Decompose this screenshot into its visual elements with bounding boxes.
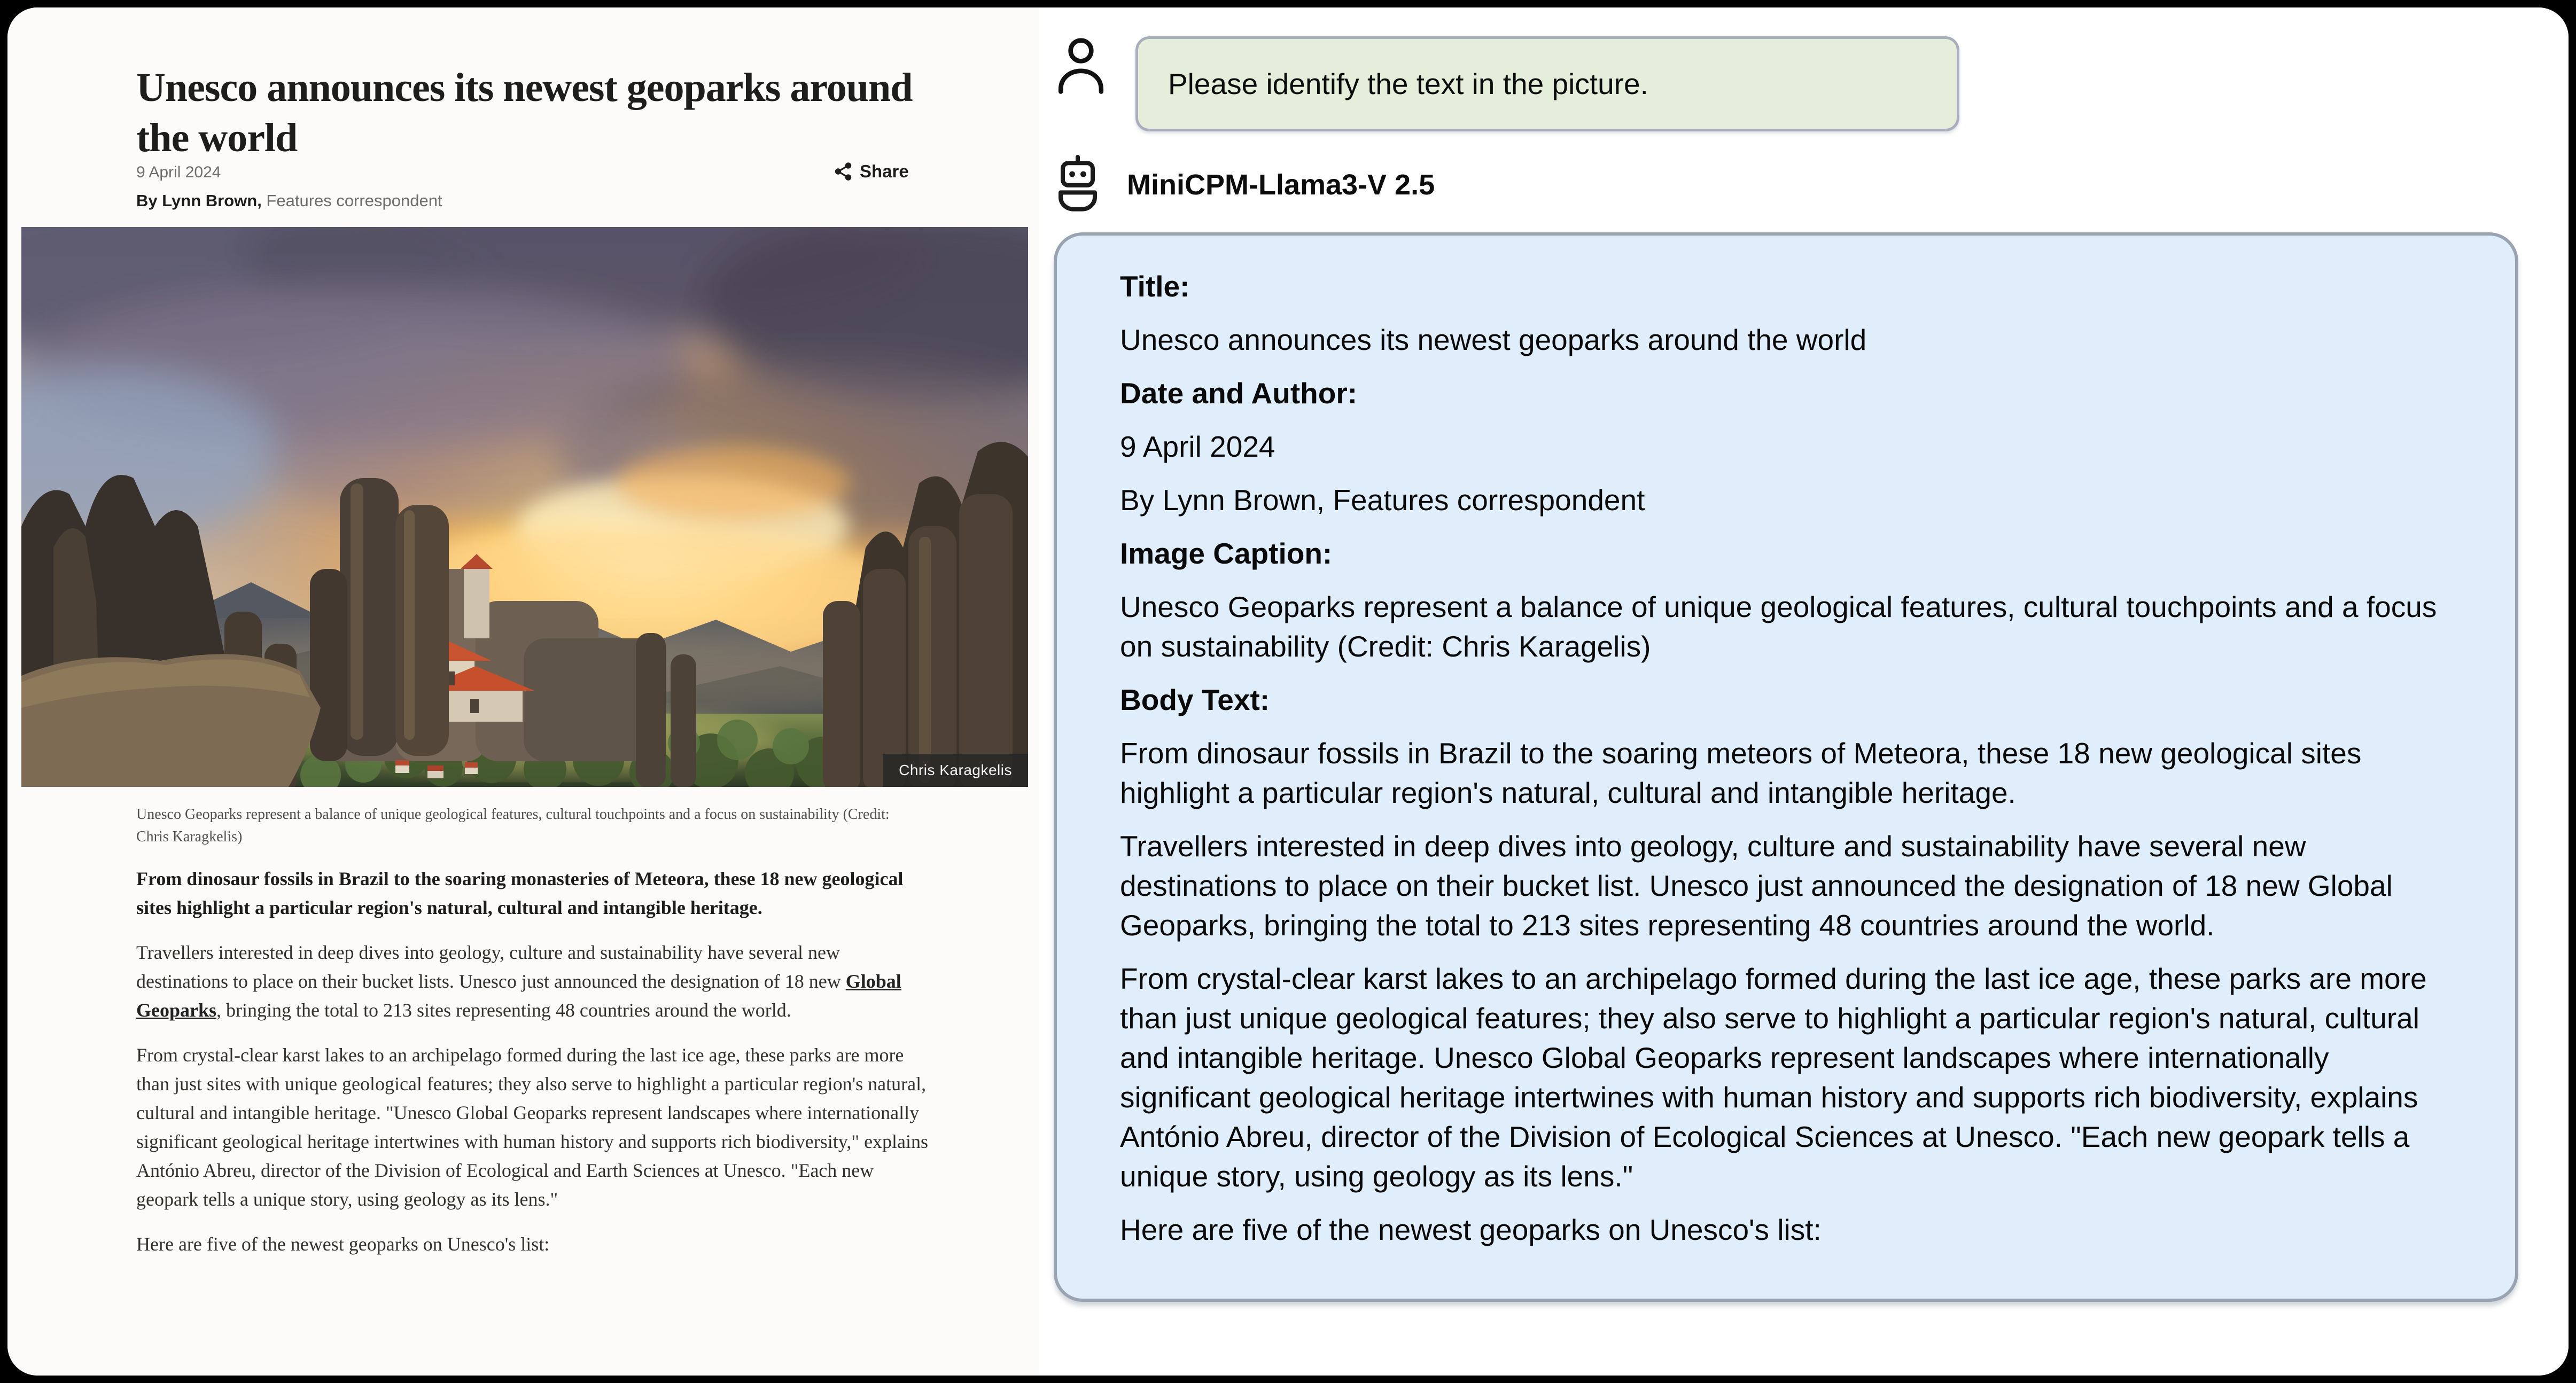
photo-credit-badge: Chris Karagkelis xyxy=(883,754,1028,787)
article-date: 9 April 2024 xyxy=(136,163,221,181)
response-paragraph: By Lynn Brown, Features correspondent xyxy=(1120,483,1645,517)
model-response-bubble xyxy=(1054,232,2518,1302)
article-paragraph-3: From crystal-clear karst lakes to an archipelago formed during the last ice age, these parks are more than just sites with unique geological features; they also serve to highlight a particular region's natural, cultural and intangible heritage. "Unesco Global Geoparks represent landscapes where internationally significant geological heritage intertwines with human history and supports rich biodiversity," explains António Abreu, director of the Division of Ecological and Earth Sciences at Unesco. "Each new geopark tells a unique story, using geology as its lens." xyxy=(136,1044,929,1210)
byline-role: Features correspondent xyxy=(261,191,442,210)
response-sections xyxy=(1120,267,2452,1249)
response-section-heading: Body Text: xyxy=(1120,683,1270,716)
article-panel xyxy=(7,7,1039,1376)
response-section-heading: Image Caption: xyxy=(1120,537,1333,570)
article-byline xyxy=(136,191,442,210)
model-name: MiniCPM-Llama3-V 2.5 xyxy=(1127,169,1435,201)
article-paragraph-2 xyxy=(136,938,935,1025)
meteora-landscape-illustration xyxy=(21,227,1028,787)
response-paragraph: 9 April 2024 xyxy=(1120,430,1275,463)
response-paragraph: Unesco announces its newest geoparks around the world xyxy=(1120,323,1867,356)
photo-caption: Unesco Geoparks represent a balance of unique geological features, cultural touchpoints and a focus on sustainability (Credit: Chris Karagkelis) xyxy=(136,806,890,845)
share-icon xyxy=(833,161,853,182)
page-frame xyxy=(7,7,2569,1376)
article-headline: Unesco announces its newest geoparks around the world xyxy=(136,65,913,160)
paragraph-2-text-before: Travellers interested in deep dives into geology, culture and sustainability have several new destinations to place on their bucket lists. Unesco just announced the designation of 18 new xyxy=(136,942,846,992)
article-paragraph-4: Here are five of the newest geoparks on Unesco's list: xyxy=(136,1233,550,1255)
global-geoparks-link[interactable]: Global Geoparks xyxy=(136,971,901,1021)
response-paragraph: Travellers interested in deep dives into geology, culture and sustainability have several new destinations to place on their bucket list. Unesco just announced the designation of 18 new Global Geoparks, bringing the total to 213 sites representing 48 countries around the world. xyxy=(1120,830,2393,942)
response-paragraph: From dinosaur fossils in Brazil to the soaring meteors of Meteora, these 18 new geological sites highlight a particular region's natural, cultural and intangible heritage. xyxy=(1120,737,2362,809)
user-message-bubble xyxy=(1135,36,1959,131)
share-label: Share xyxy=(860,161,909,181)
chat-panel xyxy=(1039,7,2569,1376)
user-message-row xyxy=(1052,31,1648,102)
response-section-heading: Title: xyxy=(1120,270,1190,303)
byline-author: By Lynn Brown, xyxy=(136,191,262,210)
response-paragraph: Here are five of the newest geoparks on Unesco's list: xyxy=(1120,1213,1822,1246)
response-paragraph: Unesco Geoparks represent a balance of unique geological features, cultural touchpoints and a focus on sustainability (Credit: Chris Karagelis) xyxy=(1120,590,2437,663)
user-message-text: Please identify the text in the picture. xyxy=(1168,67,1648,100)
response-paragraph: From crystal-clear karst lakes to an archipelago formed during the last ice age, these parks are more than just unique geological features; they also serve to highlight a particular region's natural, cultural and intangible heritage. Unesco Global Geoparks represent landscapes where internationally significant geological heritage intertwines with human history and supports rich biodiversity, explains António Abreu, director of the Division of Ecological Sciences at Unesco. "Each new geopark tells a unique story, using geology as its lens." xyxy=(1120,962,2427,1193)
robot-icon xyxy=(1052,153,1103,217)
article-hero-photo xyxy=(21,227,1028,787)
model-header-row xyxy=(1052,153,1435,217)
article-lead-paragraph: From dinosaur fossils in Brazil to the soaring monasteries of Meteora, these 18 new geological sites highlight a particular region's natural, cultural and intangible heritage. xyxy=(136,868,904,918)
paragraph-2-text-after: , bringing the total to 213 sites representing 48 countries around the world. xyxy=(216,999,791,1021)
user-avatar-icon xyxy=(1052,31,1110,99)
article-body xyxy=(136,864,935,1275)
response-section-heading: Date and Author: xyxy=(1120,377,1358,410)
share-button[interactable] xyxy=(833,161,909,182)
